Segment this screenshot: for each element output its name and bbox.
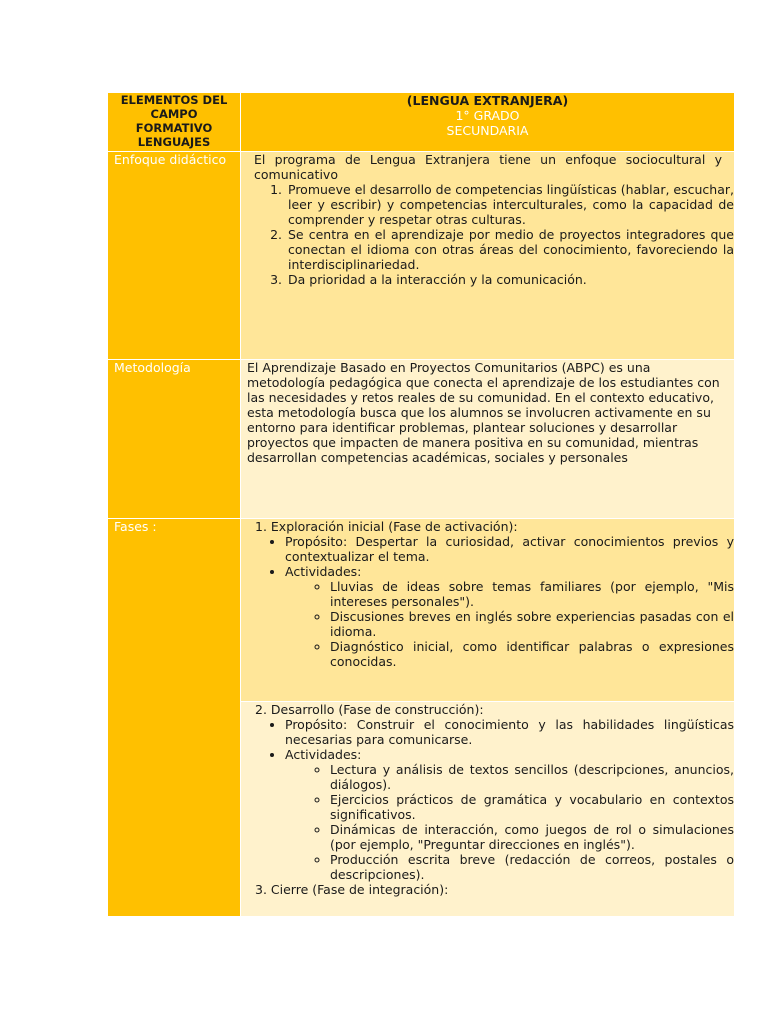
phase1-content <box>241 519 735 702</box>
phase1-list <box>241 534 734 669</box>
enfoque-content <box>241 152 735 360</box>
header-left-cell <box>108 93 241 152</box>
header-right-cell <box>241 93 735 152</box>
phase2-content <box>241 702 735 917</box>
level-label: SECUNDARIA <box>446 123 529 138</box>
metodologia-text: El Aprendizaje Basado en Proyectos Comunitarios (ABPC) es una metodología pedagógica que conecta el aprendizaje de los estudiantes con las necesidades y retos reales de su comunidad. En el contexto educativo, esta metodología busca que los alumnos se involucren activamente en su entorno para identificar problemas, plantear soluciones y desarrollar proyectos que impacten de manera positiva en su comunidad, mientras desarrollan competencias académicas, sociales y personales <box>247 360 720 465</box>
phase2-list <box>241 717 734 882</box>
phase2-title: 2. Desarrollo (Fase de construcción): <box>255 702 484 717</box>
phase2-purpose: • Propósito: Construir el conocimiento y las habilidades lingüísticas necesarias para comunicarse. <box>285 717 734 747</box>
phase1-purpose: • Propósito: Despertar la curiosidad, activar conocimientos previos y contextualizar el tema. <box>285 534 734 564</box>
enfoque-list <box>241 182 734 287</box>
activity-item: ◦ Diagnóstico inicial, como identificar palabras o expresiones conocidas. <box>330 639 734 669</box>
header-left-line: ELEMENTOS DEL <box>120 93 228 107</box>
grade-label: 1° GRADO <box>455 108 520 123</box>
fases-row-1 <box>108 519 735 702</box>
header-left-line: LENGUAJES <box>137 135 211 149</box>
phase3-title: 3. Cierre (Fase de integración): <box>255 882 449 897</box>
enfoque-row <box>108 152 735 360</box>
activity-item: ◦ Discusiones breves en inglés sobre experiencias pasadas con el idioma. <box>330 609 734 639</box>
metodologia-label: Metodología <box>108 360 241 519</box>
enfoque-item: 1. Promueve el desarrollo de competencias lingüísticas (hablar, escuchar, leer y escribir) y competencias interculturales, como la capacidad de comprender y respetar otras culturas. <box>286 182 734 227</box>
fases-label: Fases : <box>108 519 241 917</box>
phase2-activities <box>285 747 734 882</box>
header-left-line: CAMPO <box>150 107 198 121</box>
header-row <box>108 93 735 152</box>
enfoque-intro: El programa de Lengua Extranjera tiene un enfoque sociocultural y comunicativo <box>254 152 722 182</box>
enfoque-item: 2. Se centra en el aprendizaje por medio de proyectos integradores que conectan el idioma con otras áreas del conocimiento, favoreciendo la interdisciplinariedad. <box>286 227 734 272</box>
header-left-line: FORMATIVO <box>135 121 213 135</box>
phase1-title: 1. Exploración inicial (Fase de activación): <box>255 519 518 534</box>
activity-item: ◦ Producción escrita breve (redacción de correos, postales o descripciones). <box>330 852 734 882</box>
metodologia-row <box>108 360 735 519</box>
phase2-activity-list <box>285 762 734 882</box>
phase1-activities <box>285 564 734 669</box>
enfoque-item: 3. Da prioridad a la interacción y la comunicación. <box>286 272 734 287</box>
planning-table <box>107 92 735 917</box>
activity-item: ◦ Lectura y análisis de textos sencillos (descripciones, anuncios, diálogos). <box>330 762 734 792</box>
enfoque-label: Enfoque didáctico <box>108 152 241 360</box>
activity-item: ◦ Lluvias de ideas sobre temas familiares (por ejemplo, "Mis intereses personales"). <box>330 579 734 609</box>
phase1-activity-list <box>285 579 734 669</box>
metodologia-content <box>241 360 735 519</box>
subject-title: (LENGUA EXTRANJERA) <box>406 93 569 108</box>
activity-item: ◦ Dinámicas de interacción, como juegos de rol o simulaciones (por ejemplo, "Preguntar direcciones en inglés"). <box>330 822 734 852</box>
activity-item: ◦ Ejercicios prácticos de gramática y vocabulario en contextos significativos. <box>330 792 734 822</box>
phase2-activities-label: Actividades: <box>285 747 362 762</box>
phase1-activities-label: Actividades: <box>285 564 362 579</box>
